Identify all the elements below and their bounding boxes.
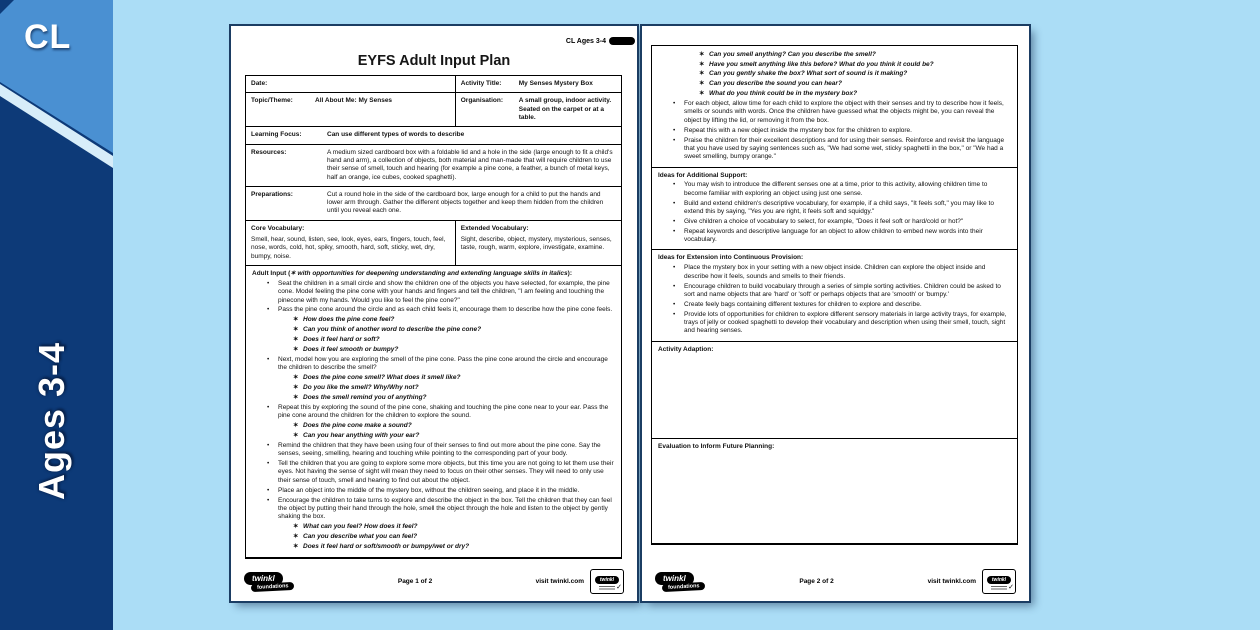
plan-table <box>245 75 622 559</box>
page2-footer <box>655 567 1016 595</box>
question-item <box>658 80 1011 88</box>
question-item <box>252 394 615 402</box>
item-text: Have you smelt anything like this before? What do you think it could be? <box>709 60 934 68</box>
item-text: Provide lots of opportunities for children to explore different sensory materials in large activity trays, for example, trays of jelly or cooked spaghetti to develop their vocabulary and description when using their smell, touch, sight and hearing senses. <box>684 310 1007 335</box>
page-corner-tag <box>566 37 635 45</box>
step-item <box>658 218 1011 226</box>
step-item <box>658 311 1011 336</box>
star-icon: ✶ <box>293 326 299 334</box>
star-icon: ✶ <box>699 80 705 88</box>
visit-twinkl-link: visit twinkl.com <box>535 577 584 585</box>
core-vocabulary-value: Smell, hear, sound, listen, see, look, eyes, ears, fingers, touch, feel, nose, words, cold, hot, spiky, smooth, hard, soft, sticky, wet, dry, bumpy, noise. <box>251 236 446 260</box>
star-icon: ✶ <box>293 422 299 430</box>
item-text: Tell the children that you are going to explore some more objects, but this time you are not going to let them use their eyes. Not having the sense of sight will mean they need to focus on their other senses. They will need to only use their sense of touch, smell and hearing to find out about the object. <box>278 460 614 484</box>
additional-support-section <box>652 167 1017 250</box>
activity-title-cell <box>456 76 621 92</box>
item-text: Give children a choice of vocabulary to select, for example, "Does it feel soft or hard/cold or hot?" <box>684 217 964 225</box>
table-row-topic-organisation <box>246 93 621 127</box>
page-number: Page 1 of 2 <box>397 577 433 585</box>
question-item <box>252 384 615 392</box>
corner-tag-text: CL Ages 3-4 <box>565 37 606 45</box>
foundations-logo-tag: foundations <box>251 581 295 591</box>
step-item <box>658 137 1011 162</box>
preparations-cell <box>246 187 621 220</box>
check-icon: ✓ <box>616 583 622 591</box>
item-text: Can you hear anything with your ear? <box>303 432 420 440</box>
question-item <box>658 61 1011 69</box>
learning-focus-cell <box>246 127 621 143</box>
evaluation-section <box>652 438 1017 543</box>
bullet-icon: • <box>673 199 676 207</box>
question-item <box>252 533 615 541</box>
item-text: Does the pine cone make a sound? <box>303 422 412 430</box>
organisation-cell <box>456 93 621 126</box>
bullet-icon: • <box>267 441 270 449</box>
star-icon: ✶ <box>293 542 299 550</box>
extension-section <box>652 249 1017 340</box>
item-text: How does the pine cone feel? <box>303 316 395 324</box>
step-item <box>658 301 1011 309</box>
star-icon: ✶ <box>699 50 705 58</box>
footer-right-group <box>536 569 624 594</box>
bullet-icon: • <box>267 486 270 494</box>
item-text: Can you describe what you can feel? <box>303 533 418 541</box>
badge-lines <box>991 583 1014 591</box>
evaluation-heading: Evaluation to Inform Future Planning: <box>658 443 775 450</box>
extension-heading: Ideas for Extension into Continuous Provision: <box>658 254 804 262</box>
activity-adaption-section <box>652 341 1017 438</box>
star-icon: ✶ <box>293 394 299 401</box>
resources-label: Resources: <box>251 148 287 156</box>
bullet-icon: • <box>267 460 270 468</box>
question-item <box>252 543 615 551</box>
twinkl-logo-cloud: twinkl <box>655 572 694 585</box>
item-text: You may wish to introduce the different senses one at a time, prior to this activity, allowing children time to become familiar with exploring an object using just one sense. <box>684 181 988 197</box>
date-label: Date: <box>251 80 268 87</box>
date-cell <box>246 76 456 92</box>
document-page-1 <box>231 26 637 601</box>
resources-value: A medium sized cardboard box with a foldable lid and a hole in the side (large enough to fit a child's hand and arm), a collection of objects, both material and man-made that will require children to use their sense of smell, touch and hearing (for example a pine cone, a feather, a bunch of metal keys, half an orange, ice cubes, cooked spaghetti). <box>327 148 613 181</box>
table-row-resources <box>246 145 621 187</box>
item-text: Pass the pine cone around the circle and as each child feels it, encourage them to describe how the pine cone feels. <box>278 306 613 314</box>
bullet-icon: • <box>673 217 676 225</box>
question-item <box>252 422 615 430</box>
star-icon: ✶ <box>699 60 705 68</box>
topic-value: All About Me: My Senses <box>315 97 393 105</box>
twinkl-quality-badge <box>982 569 1016 594</box>
adult-input-list <box>252 280 615 551</box>
step-item <box>252 404 615 421</box>
question-item <box>252 316 615 324</box>
star-icon: ✶ <box>293 533 299 541</box>
bullet-icon: • <box>673 136 676 144</box>
adult-input-section <box>246 266 621 557</box>
item-text: Encourage children to build vocabulary through a series of simple sorting activities. Children could be asked to sort and name objects that are 'hard' or 'soft' or perhaps objects that are 'smooth' or 'bumpy.' <box>684 282 1001 298</box>
question-item <box>658 90 1011 98</box>
step-item <box>252 280 615 305</box>
bullet-icon: • <box>267 306 270 314</box>
item-text: Can you gently shake the box? What sort of sound is it making? <box>709 70 908 78</box>
step-item <box>658 181 1011 198</box>
step-item <box>658 283 1011 300</box>
adult-input-heading: Adult Input (✶ with opportunities for deepening understanding and extending language skills in italics): <box>252 270 572 277</box>
topic-label: Topic/Theme: <box>251 97 293 105</box>
twinkl-logo-cloud: twinkl <box>244 572 283 585</box>
question-item <box>252 326 615 334</box>
bullet-icon: • <box>673 264 676 272</box>
question-item <box>658 70 1011 78</box>
bullet-icon: • <box>673 126 676 134</box>
item-text: Does it feel smooth or bumpy? <box>303 346 399 354</box>
table-row-vocabulary <box>246 221 621 266</box>
item-text: Do you like the smell? Why/Why not? <box>303 384 419 392</box>
star-icon: ✶ <box>699 70 705 78</box>
bullet-icon: • <box>673 100 676 108</box>
question-item <box>252 374 615 382</box>
activity-title-label: Activity Title: <box>460 80 502 87</box>
category-code-label: CL <box>24 18 72 56</box>
badge-lines <box>599 583 622 591</box>
bullet-icon: • <box>673 300 676 308</box>
star-icon: ✶ <box>293 374 299 382</box>
twinkl-foundations-logo <box>244 572 294 591</box>
step-item <box>252 487 615 495</box>
star-icon: ✶ <box>699 90 705 98</box>
item-text: Create feely bags containing different textures for children to explore and describe. <box>684 300 922 308</box>
plan-table-page2 <box>651 45 1018 545</box>
twinkl-foundations-logo <box>655 572 705 591</box>
item-text: Remind the children that they have been using four of their senses to find out more about the pine cone. Say the senses, seeing, smelling, hearing and touching while pointing to the corresponding part of your body. <box>278 441 601 458</box>
twinkl-badge-cloud: twinkl <box>987 576 1011 584</box>
organisation-value: A small group, indoor activity. Seated on the carpet or at a table. <box>518 97 612 121</box>
step-item <box>658 127 1011 135</box>
item-text: Encourage the children to take turns to explore and describe the object in the box. Tell the children that they can feel the object by putting their hand through the hole, smell the object through the hole and listen to the object by gently shaking the box. <box>278 496 612 521</box>
preparations-label: Preparations: <box>251 190 293 198</box>
step-item <box>252 356 615 373</box>
item-text: Praise the children for their excellent descriptions and for using their senses. Reinforce and revisit the language that you have used by saying sentences such as, "We had some wet, sticky spaghetti in the box," or "We had a sweet smelling, bumpy orange." <box>684 136 1005 161</box>
item-text: For each object, allow time for each child to explore the object with their senses and try to describe how it feels, smells or sounds with words. Once the children have guessed what the objects might be, you can reveal the object by lifting the lid, or removing it from the box. <box>684 100 1004 124</box>
item-text: Place an object into the middle of the mystery box, without the children seeing, and place it in the middle. <box>278 486 580 494</box>
foundations-logo-tag: foundations <box>662 581 706 591</box>
item-text: Repeat this with a new object inside the mystery box for the children to explore. <box>684 126 912 134</box>
additional-support-list <box>658 181 1011 244</box>
continuation-list <box>658 51 1011 162</box>
star-icon: ✶ <box>293 432 299 440</box>
core-vocabulary-label: Core Vocabulary: <box>251 224 305 232</box>
item-text: Does the pine cone smell? What does it smell like? <box>303 374 461 382</box>
star-icon: ✶ <box>293 346 299 354</box>
bullet-icon: • <box>673 310 676 318</box>
question-item <box>252 336 615 344</box>
step-item <box>658 200 1011 217</box>
table-row-preparations <box>246 187 621 221</box>
step-item <box>252 306 615 314</box>
activity-title-value: My Senses Mystery Box <box>518 80 593 87</box>
star-icon: ✶ <box>293 523 299 531</box>
item-text: Does it feel hard or soft/smooth or bumpy/wet or dry? <box>303 542 470 550</box>
question-item <box>252 432 615 440</box>
sidebar-decoration <box>0 0 113 630</box>
question-item <box>658 51 1011 59</box>
extended-vocabulary-label: Extended Vocabulary: <box>460 224 529 232</box>
learning-focus-value: Can use different types of words to describe <box>327 131 465 139</box>
adult-input-continuation-section <box>652 46 1017 167</box>
item-text: Repeat keywords and descriptive language for an object to allow children to embed new words into their vocabulary. <box>684 227 983 244</box>
item-text: Next, model how you are exploring the smell of the pine cone. Pass the pine cone around the circle and encourage the children to describe the smell? <box>278 355 608 372</box>
item-text: Does it feel hard or soft? <box>303 336 380 344</box>
item-text: Place the mystery box in your setting with a new object inside. Children can explore the object inside and describe how it feels, sounds and smells to their friends. <box>684 264 986 280</box>
step-item <box>658 100 1011 125</box>
age-range-label: Ages 3-4 <box>31 341 72 501</box>
question-item <box>252 523 615 531</box>
additional-support-heading: Ideas for Additional Support: <box>658 171 748 179</box>
bullet-icon: • <box>267 403 270 411</box>
resources-cell <box>246 145 621 186</box>
star-icon: ✶ <box>293 316 299 324</box>
page1-footer <box>244 567 624 595</box>
star-icon: ✶ <box>293 384 299 392</box>
item-text: What do you think could be in the mystery box? <box>709 90 858 98</box>
item-text: Can you smell anything? Can you describe the smell? <box>709 50 876 58</box>
item-text: Build and extend children's descriptive vocabulary, for example, if a child says, "It feels soft," you may like to extend this by saying, "Yes you are right, it feels soft and squidgy." <box>684 199 994 215</box>
table-row-date-activity <box>246 76 621 93</box>
item-text: Does the smell remind you of anything? <box>303 394 427 401</box>
twinkl-badge-cloud: twinkl <box>595 576 619 584</box>
table-row-learning-focus <box>246 127 621 144</box>
check-icon: ✓ <box>1008 583 1014 591</box>
step-item <box>252 460 615 485</box>
step-item <box>658 264 1011 281</box>
bullet-icon: • <box>673 227 676 235</box>
step-item <box>658 228 1011 245</box>
core-vocabulary-cell <box>246 221 456 265</box>
corner-tag-pill <box>609 37 635 45</box>
extension-list <box>658 264 1011 335</box>
bullet-icon: • <box>267 279 270 287</box>
item-text: Seat the children in a small circle and show the children one of the objects you have selected, for example, the pine cone. Model feeling the pine cone with your hands and fingers and tell the children, "I am feeling and touching the pinecone with my hands. Would you like to feel the pine cone?" <box>278 279 610 304</box>
step-item <box>252 442 615 459</box>
preparations-value: Cut a round hole in the side of the cardboard box, large enough for a child to put the hands and lower arm through. Gather the different objects together and keep them hidden from the children until you reveal each one. <box>327 190 604 215</box>
step-item <box>252 497 615 522</box>
document-page-2 <box>642 26 1029 601</box>
twinkl-quality-badge <box>590 569 624 594</box>
topic-cell <box>246 93 456 126</box>
bullet-icon: • <box>673 282 676 290</box>
item-text: Repeat this by exploring the sound of the pine cone, shaking and touching the pine cone near to your ear. Pass the pine cone around the children for the children to explore the sound. <box>278 403 609 420</box>
star-icon: ✶ <box>293 336 299 344</box>
bullet-icon: • <box>673 181 676 189</box>
item-text: What can you feel? How does it feel? <box>303 523 418 531</box>
organisation-label: Organisation: <box>460 97 504 105</box>
activity-adaption-heading: Activity Adaption: <box>658 345 714 353</box>
item-text: Can you describe the sound you can hear? <box>709 80 842 88</box>
page-title: EYFS Adult Input Plan <box>357 53 511 69</box>
question-item <box>252 346 615 354</box>
extended-vocabulary-cell <box>456 221 621 265</box>
bullet-icon: • <box>267 496 270 504</box>
footer-right-group <box>928 569 1016 594</box>
visit-twinkl-link: visit twinkl.com <box>927 577 976 585</box>
bullet-icon: • <box>267 355 270 363</box>
extended-vocabulary-value: Sight, describe, object, mystery, mysterious, senses, taste, rough, warm, explore, investigate, examine. <box>460 236 612 252</box>
page-number: Page 2 of 2 <box>799 577 834 585</box>
learning-focus-label: Learning Focus: <box>251 131 302 139</box>
item-text: Can you think of another word to describe the pine cone? <box>303 326 482 334</box>
